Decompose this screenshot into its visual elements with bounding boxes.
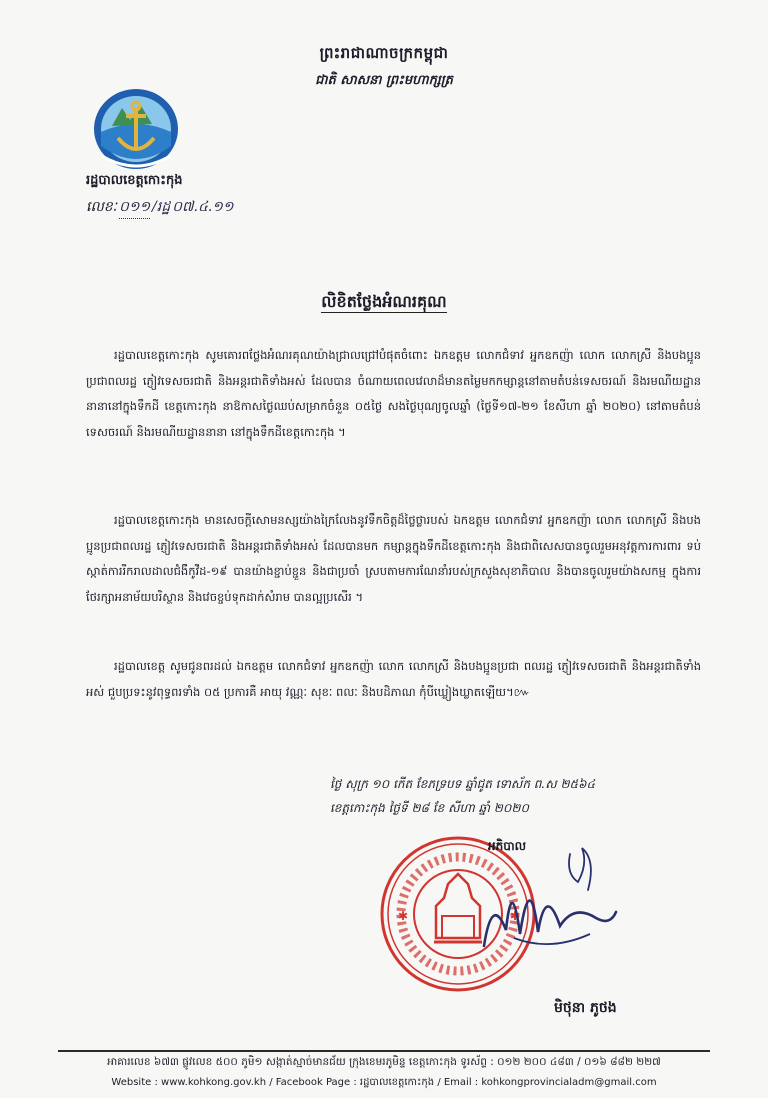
svg-text:✱: ✱ xyxy=(398,909,409,923)
footer-divider xyxy=(58,1050,710,1052)
footer-contacts xyxy=(58,1075,710,1090)
handwritten-signature-icon xyxy=(470,834,620,964)
lunar-date: ថ្ងៃ សុក្រ ១០ កើត ខែភទ្របទ ឆ្នាំជូត ទោស័ក ព.ស ២៥៦៤ xyxy=(330,777,596,791)
reference-suffix: /រដ្ឋ xyxy=(152,199,171,215)
body-paragraph-2: រដ្ឋបាលខេត្តកោះកុង មានសេចក្ដីសោមនស្សយ៉ាងក្រៃលែងនូវទឹកចិត្តដ៏ថ្លៃថ្លារបស់ ឯកឧត្តម លោកជំទាវ អ្នកឧកញ៉ា លោក លោកស្រី និងបងប្អូនប្រជាពលរដ្ឋ ភ្ញៀវទេសចរជាតិ និងអន្តរជាតិទាំងអស់ ដែលបានមក កម្សាន្តក្នុងទឹកដីខេត្តកោះកុង និងជាពិសេសបានចូលរួមអនុវត្តការការពារ ទប់ស្កាត់ការរីករាលដាលជំងឺកូវីដ-១៩ បានយ៉ាងខ្ជាប់ខ្ជួន និងជាប្រចាំ ស្របតាមការណែនាំរបស់ក្រសួងសុខាភិបាល និងបានចូលរួមយ៉ាងសកម្ម ក្នុងការថែរក្សាអនាម័យបរិស្ថាន និងវេចខ្ចប់ទុកដាក់សំរាម បានល្អប្រសើរ ។ xyxy=(86,513,701,604)
kingdom-heading: ព្រះរាជាណាចក្រកម្ពុជា xyxy=(319,44,449,62)
website-link[interactable]: www.kohkong.gov.kh xyxy=(161,1077,267,1088)
solar-date: ខេត្តកោះកុង ថ្ងៃទី ២៨ ខែ សីហា ឆ្នាំ ២០២០ xyxy=(330,801,529,815)
reference-date: ០៧.៤.១១ xyxy=(172,199,234,215)
date-block xyxy=(330,772,595,820)
reference-label: លេខៈ xyxy=(86,199,117,215)
signatory-name: មិថុនា ភូថង xyxy=(554,1000,617,1016)
facebook-label: / Facebook Page : xyxy=(269,1077,357,1088)
provincial-emblem-icon xyxy=(92,86,180,172)
website-label: Website : xyxy=(111,1077,158,1088)
issuing-authority: រដ្ឋបាលខេត្តកោះកុង xyxy=(86,173,183,188)
body-paragraph-1: រដ្ឋបាលខេត្តកោះកុង សូមគោរពថ្លែងអំណរគុណយ៉ាងជ្រាលជ្រៅបំផុតចំពោះ ឯកឧត្តម លោកជំទាវ អ្នកឧកញ៉ា លោក លោកស្រី និងបងប្អូនប្រជាពលរដ្ឋ ភ្ញៀវទេសចរជាតិ និងអន្តរជាតិទាំងអស់ ដែលបាន ចំណាយពេលវេលាដ៏មានតម្លៃមកកម្សាន្តនៅតាមតំបន់ទេសចរណ៍ និងរមណីយដ្ឋាននានានៅក្នុងទឹកដី ខេត្តកោះកុង នាឱកាសថ្ងៃឈប់សម្រាកចំនួន ០៥ថ្ងៃ សងថ្ងៃបុណ្យចូលឆ្នាំ (ថ្ងៃទី១៧-២១ ខែសីហា ឆ្នាំ ២០២០) នៅតាមតំបន់ទេសចរណ៍ និងរមណីយដ្ឋាននានា នៅក្នុងទឹកដីខេត្តកោះកុង ។ xyxy=(86,348,701,439)
footer-address: អាគារលេខ ៦៧៣ ផ្លូវលេខ ៥០០ ភូមិ១ សង្កាត់ស្មាច់មានជ័យ ក្រុងខេមរភូមិន្ទ ខេត្តកោះកុង ទូរស័ព្ទ : ០១២ ២០០ ៤៨៣ / ០១៦ ៨៨២ ២២៧ xyxy=(107,1056,661,1068)
email-link[interactable]: kohkongprovincialadm@gmail.com xyxy=(481,1077,657,1088)
reference-number: ០១១ xyxy=(119,197,150,219)
signatory-title: អភិបាល xyxy=(488,839,527,853)
document-title xyxy=(0,291,768,315)
national-motto: ជាតិ សាសនា ព្រះមហាក្សត្រ xyxy=(315,73,453,88)
email-label: / Email : xyxy=(437,1077,479,1088)
svg-text:✱: ✱ xyxy=(510,909,521,923)
facebook-link[interactable]: រដ្ឋបាលខេត្តកោះកុង xyxy=(359,1077,435,1088)
body-paragraph-3: រដ្ឋបាលខេត្ត សូមជូនពរដល់ ឯកឧត្តម លោកជំទាវ អ្នកឧកញ៉ា លោក លោកស្រី និងបងប្អូនប្រជា ពលរដ្ឋ ភ្ញៀវទេសចរជាតិ និងអន្តរជាតិទាំងអស់ ជួបប្រទះនូវពុទ្ធពរទាំង ០៥ ប្រការគឺ អាយុ វណ្ណៈ សុខៈ ពលៈ និងបដិភាណ កុំបីឃ្លៀងឃ្លាតឡើយ។៚ xyxy=(86,659,701,699)
reference-line xyxy=(86,197,234,219)
document-title-text: លិខិតថ្លែងអំណរគុណ xyxy=(321,292,447,311)
